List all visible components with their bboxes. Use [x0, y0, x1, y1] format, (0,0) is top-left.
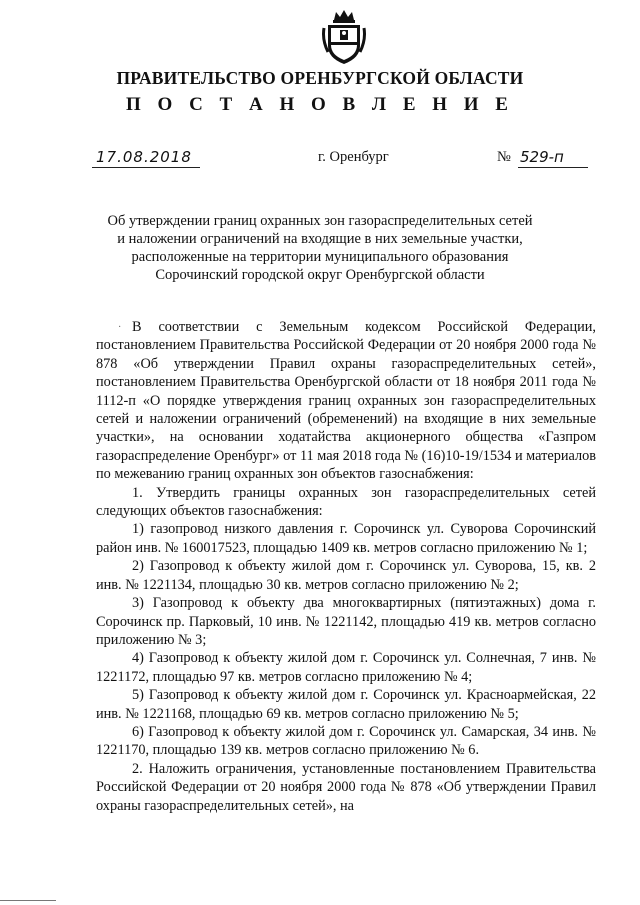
margin-dot: ·	[118, 322, 122, 333]
document-date: 17.08.2018	[96, 148, 192, 166]
oblast-coat-of-arms-icon	[322, 8, 366, 66]
body-paragraph: 4) Газопровод к объекту жилой дом г. Сорочинск ул. Солнечная, 7 инв. № 1221172, площадью 97 кв. метров согласно приложению № 4;	[96, 650, 596, 685]
body-paragraph: 1) газопровод низкого давления г. Сорочинск ул. Суворова Сорочинский район инв. № 160017523, площадью 1409 кв. метров согласно приложению № 1;	[96, 521, 596, 556]
body-paragraph: 2. Наложить ограничения, установленные постановлением Правительства Российской Федерации от 20 ноября 2000 года № 878 «Об утверждении Правил охраны газораспределительных сетей», на	[96, 760, 596, 814]
body-paragraph: 3) Газопровод к объекту два многоквартирных (пятиэтажных) дома г. Сорочинск пр. Парковый, 10 инв. № 1221142, площадью 419 кв. метров согласно приложению № 3;	[96, 595, 596, 648]
subject-line: Сорочинский городской округ Оренбургской области	[155, 267, 485, 283]
body-paragraph: 6) Газопровод к объекту жилой дом г. Сорочинск ул. Самарская, 34 инв. № 1221170, площадью 139 кв. метров согласно приложению № 6.	[96, 723, 596, 759]
document-type: П О С Т А Н О В Л Е Н И Е	[126, 94, 514, 115]
body-paragraph: 2) Газопровод к объекту жилой дом г. Сорочинск ул. Суворова, 15, кв. 2 инв. № 1221134, площадью 30 кв. метров согласно приложению № 2;	[96, 558, 596, 593]
body-paragraph: В соответствии с Земельным кодексом Российской Федерации, постановлением Правительства Российской Федерации от 20 ноября 2000 года № 878 «Об утверждении Правил охраны газораспределительных сетей», постановлением Правительства Оренбургской области от 18 ноября 2011 года № 1112-п «О порядке утверждения границ охранных зон газораспределительных сетей и наложении ограничений (обременений) на входящие в них земельные участки», на основании ходатайства акционерного общества «Газпром газораспределение Оренбург» от 11 мая 2018 года № (16)10-19/1534 и материалов по межеванию границ охранных зон объектов газоснабжения:	[96, 319, 596, 483]
body-paragraph: 5) Газопровод к объекту жилой дом г. Сорочинск ул. Красноармейская, 22 инв. № 1221168, площадью 69 кв. метров согласно приложению № 5;	[96, 687, 596, 722]
subject-line: Об утверждении границ охранных зон газораспределительных сетей	[107, 213, 533, 229]
footer-line	[0, 900, 56, 901]
document-subject	[100, 212, 540, 284]
document-city: г. Оренбург	[318, 149, 389, 165]
date-underline	[92, 167, 200, 168]
subject-line: расположенные на территории муниципального образования	[131, 249, 509, 265]
document-body	[96, 318, 596, 815]
body-paragraph: 1. Утвердить границы охранных зон газораспределительных сетей следующих объектов газоснабжения:	[96, 484, 596, 520]
document-number: 529-п	[520, 148, 564, 166]
government-title: ПРАВИТЕЛЬСТВО ОРЕНБУРГСКОЙ ОБЛАСТИ	[116, 68, 524, 88]
document-meta-row	[0, 148, 640, 174]
subject-line: и наложении ограничений на входящие в них земельные участки,	[117, 231, 523, 247]
number-label: №	[497, 149, 511, 165]
number-underline	[518, 167, 588, 168]
